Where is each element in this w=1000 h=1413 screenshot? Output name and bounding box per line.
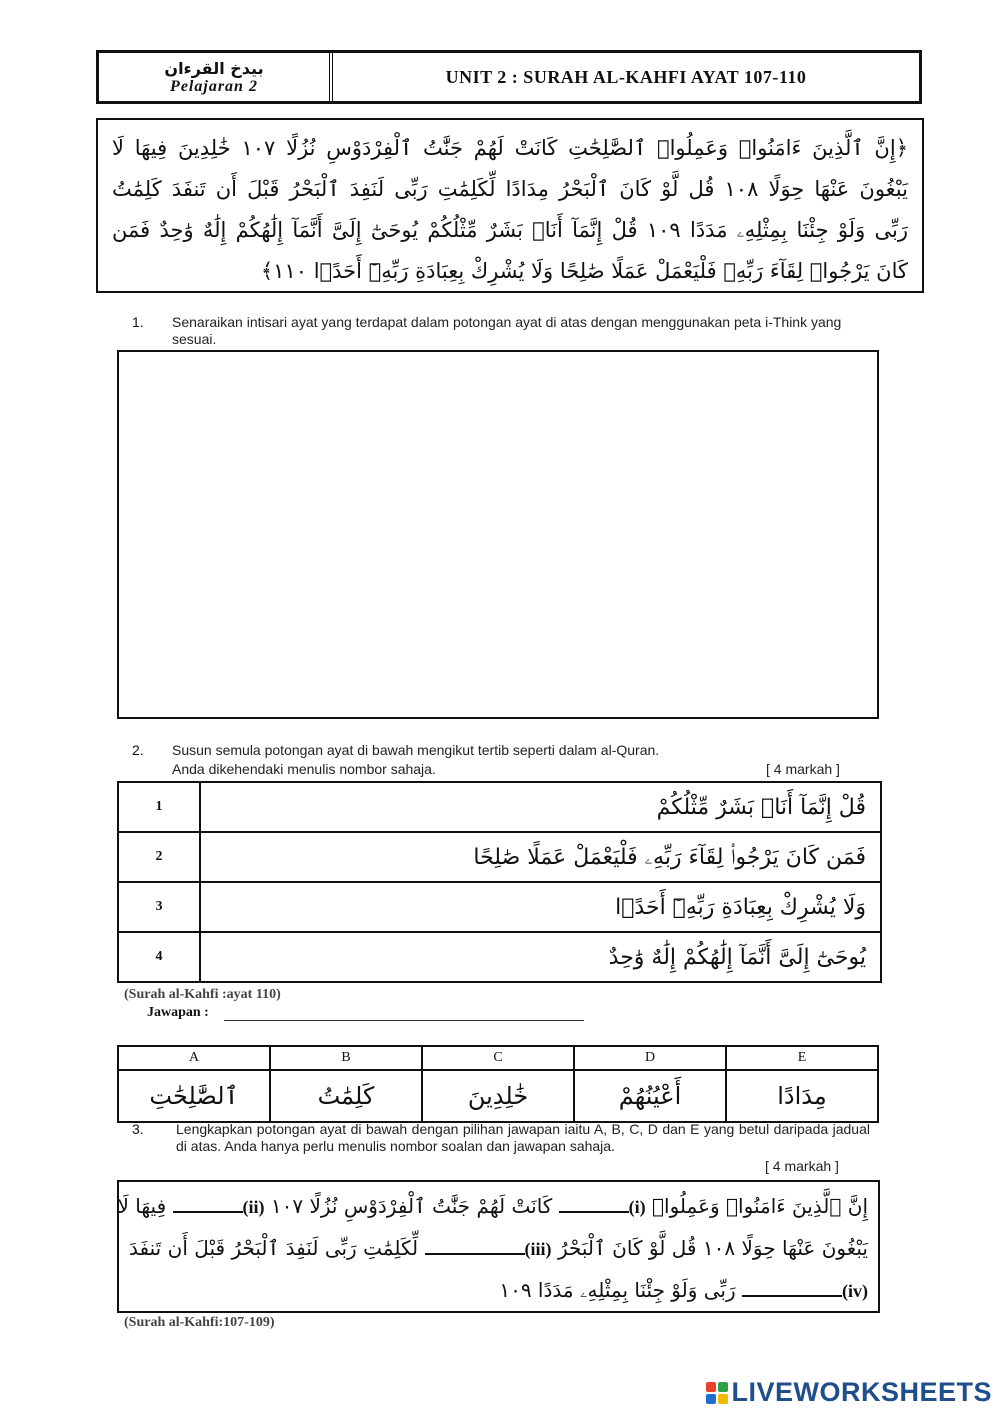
verse-line: كَانَ يَرْجُوا۟ لِقَآءَ رَبِّهِۦ فَلْيَعْمَلْ عَمَلًا صَٰلِحًا وَلَا يُشْرِكْ بِعِبَادَةِ رَبِّهِۦٓ أَحَدًۢا ١١٠﴾ bbox=[260, 259, 908, 283]
blank-label: (iv) bbox=[842, 1281, 868, 1301]
arabic-title: بيدخ القرءان bbox=[164, 58, 264, 78]
q3-line bbox=[129, 1270, 868, 1312]
row-number: 2 bbox=[118, 832, 200, 882]
q2-text-line2: Anda dikehendaki menulis nombor sahaja. bbox=[172, 761, 436, 777]
verse-line: يَبْغُونَ عَنْهَا حِوَلًا ١٠٨ قُل لَّوْ كَانَ ٱلْبَحْرُ مِدَادًا لِّكَلِمَٰتِ رَبِّى لَنَفِدَ ٱلْبَحْرُ قَبْلَ أَن تَنفَدَ كَلِمَٰتُ bbox=[112, 177, 908, 201]
brand-name: LIVEWORKSHEETS bbox=[731, 1377, 992, 1407]
unit-title: UNIT 2 : SURAH AL-KAHFI AYAT 107-110 bbox=[445, 66, 807, 87]
table-row bbox=[118, 932, 881, 982]
logo-square bbox=[718, 1382, 728, 1392]
q2-answer-field[interactable] bbox=[224, 1008, 584, 1021]
blank-label: (ii) bbox=[242, 1197, 265, 1217]
ayah-fragment: قُلْ إِنَّمَآ أَنَا۠ بَشَرٌ مِّثْلُكُمْ bbox=[200, 782, 881, 832]
verse-line: ﴿إِنَّ ٱلَّذِينَ ءَامَنُوا۟ وَعَمِلُوا۟ ٱلصَّٰلِحَٰتِ كَانَتْ لَهُمْ جَنَّٰتُ ٱلْفِرْدَوْسِ نُزُلًا ١٠٧ خَٰلِدِينَ فِيهَا لَا bbox=[112, 136, 908, 160]
unit-header bbox=[96, 50, 922, 104]
option-word: كَلِمَٰتُ bbox=[270, 1070, 422, 1122]
blank-field[interactable] bbox=[173, 1197, 243, 1213]
q1-text: Senaraikan intisari ayat yang terdapat dalam potongan ayat di atas dengan menggunakan peta i-Think yang sesuai. bbox=[172, 314, 842, 347]
logo-square bbox=[718, 1394, 728, 1404]
blank-field[interactable] bbox=[425, 1239, 525, 1255]
options-header-row bbox=[118, 1046, 878, 1070]
q2-answer-label: Jawapan : bbox=[147, 1005, 209, 1020]
options-table bbox=[117, 1045, 879, 1123]
verse-box bbox=[96, 118, 924, 293]
table-row bbox=[118, 832, 881, 882]
blank-label: (iii) bbox=[524, 1239, 552, 1259]
table-row bbox=[118, 882, 881, 932]
lesson-label: Pelajaran 2 bbox=[170, 77, 258, 95]
q3-fill-box bbox=[117, 1180, 880, 1313]
q2-table bbox=[117, 781, 882, 983]
row-number: 4 bbox=[118, 932, 200, 982]
q3-caption: (Surah al-Kahfi:107-109) bbox=[124, 1315, 275, 1330]
q3-line bbox=[117, 1186, 868, 1228]
option-letter: A bbox=[118, 1046, 270, 1070]
ayah-fragment: فَمَن كَانَ يَرْجُوا۟ لِقَآءَ رَبِّهِۦ فَلْيَعْمَلْ عَمَلًا صَٰلِحًا bbox=[200, 832, 881, 882]
q3-text-fragment: يَبْغُونَ عَنْهَا حِوَلًا ١٠٨ قُل لَّوْ كَانَ ٱلْبَحْرُ bbox=[557, 1236, 868, 1260]
ayah-fragment: وَلَا يُشْرِكْ بِعِبَادَةِ رَبِّهِۦٓ أَحَدًۢا bbox=[200, 882, 881, 932]
row-number: 3 bbox=[118, 882, 200, 932]
q3-number: 3. bbox=[132, 1121, 144, 1137]
q2-marks: [ 4 markah ] bbox=[766, 761, 840, 777]
verse-line: رَبِّى وَلَوْ جِئْنَا بِمِثْلِهِۦ مَدَدًا ١٠٩ قُلْ إِنَّمَآ أَنَا۠ بَشَرٌ مِّثْلُكُمْ يُوحَىٰٓ إِلَىَّ أَنَّمَآ إِلَٰهُكُمْ إِلَٰهٌ وَٰحِدٌ فَمَن bbox=[112, 218, 908, 242]
logo-square bbox=[706, 1394, 716, 1404]
q3-text-fragment: إِنَّ ٱلَّذِينَ ءَامَنُوا۟ وَعَمِلُوا۟ bbox=[652, 1194, 868, 1218]
q3-text-fragment: كَانَتْ لَهُمْ جَنَّٰتُ ٱلْفِرْدَوْسِ نُزُلًا ١٠٧ bbox=[270, 1194, 553, 1218]
option-letter: B bbox=[270, 1046, 422, 1070]
q3-marks: [ 4 markah ] bbox=[765, 1158, 839, 1174]
option-letter: D bbox=[574, 1046, 726, 1070]
logo-square bbox=[706, 1382, 716, 1392]
options-value-row bbox=[118, 1070, 878, 1122]
q2-text-line1: Susun semula potongan ayat di bawah mengikut tertib seperti dalam al-Quran. bbox=[172, 742, 660, 758]
option-word: أَعْيُنُهُمْ bbox=[574, 1070, 726, 1122]
table-row bbox=[118, 782, 881, 832]
q3-text-fragment: لِّكَلِمَٰتِ رَبِّى لَنَفِدَ ٱلْبَحْرُ قَبْلَ أَن تَنفَدَ bbox=[129, 1236, 419, 1260]
option-word: ٱلصَّٰلِحَٰتِ bbox=[118, 1070, 270, 1122]
logo-icon bbox=[706, 1382, 728, 1404]
q3-text-fragment: فِيهَا لَا bbox=[117, 1194, 167, 1218]
q3-text: Lengkapkan potongan ayat di bawah dengan pilihan jawapan iaitu A, B, C, D dan E yang betul daripada jadual di atas. Anda hanya perlu menulis nombor soalan dan jawapan sahaja. bbox=[176, 1121, 870, 1154]
q3-line bbox=[129, 1228, 868, 1270]
option-letter: E bbox=[726, 1046, 878, 1070]
q1-number: 1. bbox=[132, 314, 144, 330]
q2-number: 2. bbox=[132, 742, 144, 758]
option-letter: C bbox=[422, 1046, 574, 1070]
blank-field[interactable] bbox=[559, 1197, 629, 1213]
option-word: خَٰلِدِينَ bbox=[422, 1070, 574, 1122]
liveworksheets-logo bbox=[706, 1377, 992, 1408]
q3-text-fragment: رَبِّى وَلَوْ جِئْنَا بِمِثْلِهِۦ مَدَدًا ١٠٩ bbox=[499, 1278, 736, 1302]
ayah-fragment: يُوحَىٰٓ إِلَىَّ أَنَّمَآ إِلَٰهُكُمْ إِلَٰهٌ وَٰحِدٌ bbox=[200, 932, 881, 982]
header-lesson-cell bbox=[99, 53, 333, 101]
q1-answer-box[interactable] bbox=[117, 350, 879, 719]
blank-field[interactable] bbox=[742, 1281, 842, 1297]
option-word: مِدَادًا bbox=[726, 1070, 878, 1122]
q2-caption: (Surah al-Kahfi :ayat 110) bbox=[124, 987, 281, 1002]
row-number: 1 bbox=[118, 782, 200, 832]
blank-label: (i) bbox=[628, 1197, 646, 1217]
